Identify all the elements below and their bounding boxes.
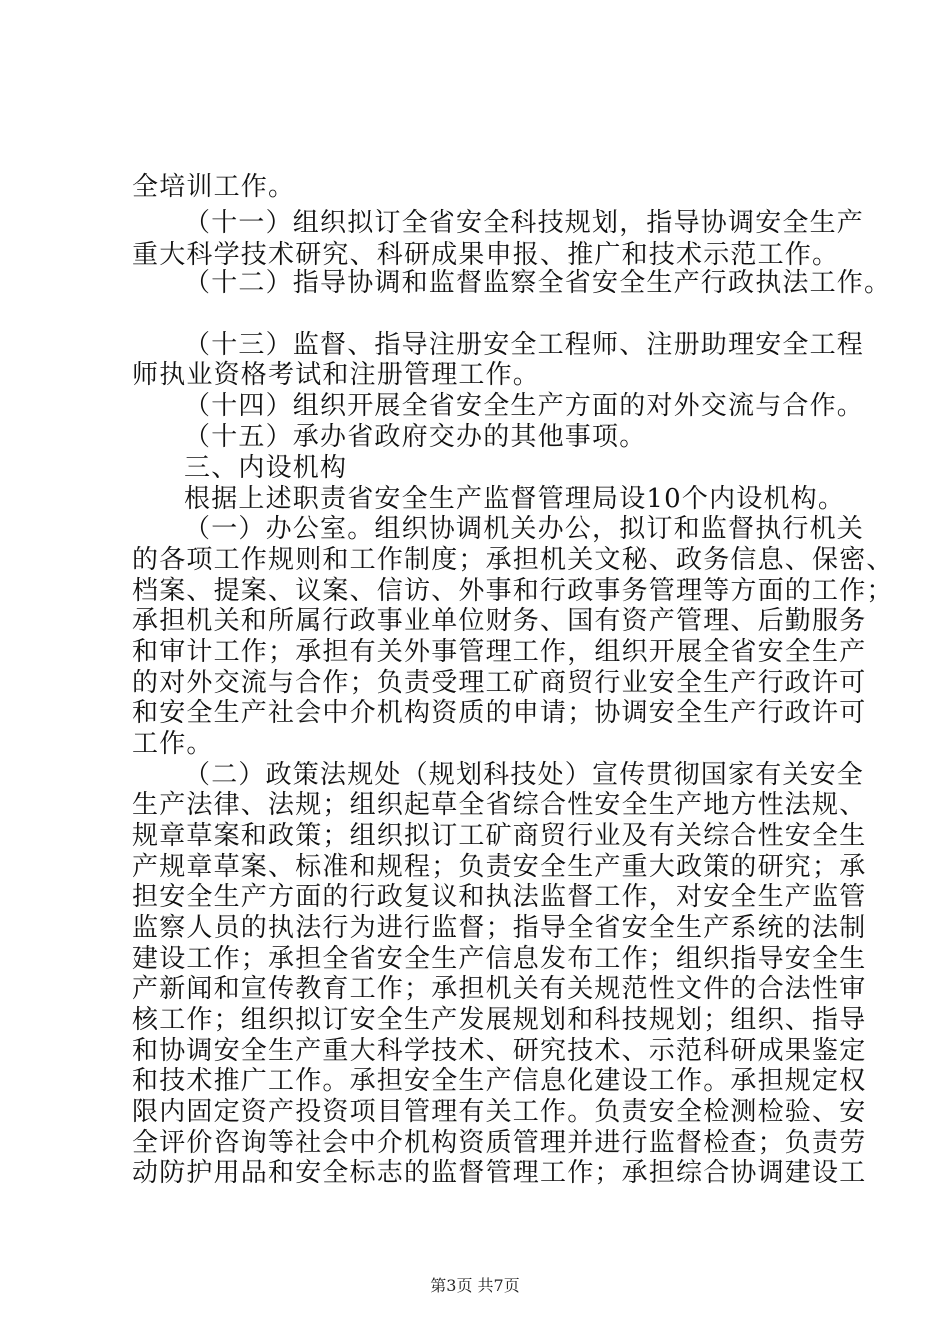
text-line: 承担机关和所属行政事业单位财务、国有资产管理、后勤服务 xyxy=(132,606,867,636)
text-line: 和技术推广工作。承担安全生产信息化建设工作。承担规定权 xyxy=(132,1066,867,1096)
text-line: 的各项工作规则和工作制度；承担机关文秘、政务信息、保密、 xyxy=(132,545,894,575)
text-line: 核工作；组织拟订安全生产发展规划和科技规划；组织、指导 xyxy=(132,1005,867,1035)
text-line: （一）办公室。组织协调机关办公，拟订和监督执行机关 xyxy=(184,514,865,544)
text-line: 工作。 xyxy=(132,729,214,759)
text-line: （十二）指导协调和监督监察全省安全生产行政执法工作。 xyxy=(184,268,892,298)
text-line: 重大科学技术研究、科研成果申报、推广和技术示范工作。 xyxy=(132,240,840,270)
text-line: 和安全生产社会中介机构资质的申请；协调安全生产行政许可 xyxy=(132,698,867,728)
section-heading: 三、内设机构 xyxy=(184,453,348,483)
text-line: 产规章草案、标准和规程；负责安全生产重大政策的研究；承 xyxy=(132,852,867,882)
text-line: 生产法律、法规；组织起草全省综合性安全生产地方性法规、 xyxy=(132,790,867,820)
text-line: 监察人员的执法行为进行监督；指导全省安全生产系统的法制 xyxy=(132,913,867,943)
text-line: 和审计工作；承担有关外事管理工作，组织开展全省安全生产 xyxy=(132,637,867,667)
text-line: 和协调安全生产重大科学技术、研究技术、示范科研成果鉴定 xyxy=(132,1036,867,1066)
text-line: （十五）承办省政府交办的其他事项。 xyxy=(184,422,647,452)
text-line: （十三）监督、指导注册安全工程师、注册助理安全工程 xyxy=(184,330,865,360)
text-line: 限内固定资产投资项目管理有关工作。负责安全检测检验、安 xyxy=(132,1097,867,1127)
text-line: 档案、提案、议案、信访、外事和行政事务管理等方面的工作； xyxy=(132,576,894,606)
text-line: （十四）组织开展全省安全生产方面的对外交流与合作。 xyxy=(184,391,865,421)
text-line: 师执业资格考试和注册管理工作。 xyxy=(132,360,541,390)
text-line: 规章草案和政策；组织拟订工矿商贸行业及有关综合性安全生 xyxy=(132,821,867,851)
text-line: 担安全生产方面的行政复议和执法监督工作，对安全生产监管 xyxy=(132,882,867,912)
text-line: 动防护用品和安全标志的监督管理工作；承担综合协调建设工 xyxy=(132,1158,867,1188)
text-line: 全评价咨询等社会中介机构资质管理并进行监督检查；负责劳 xyxy=(132,1128,867,1158)
text-line: 根据上述职责省安全生产监督管理局设10个内设机构。 xyxy=(184,484,846,514)
text-line: （十一）组织拟订全省安全科技规划，指导协调安全生产 xyxy=(184,208,865,238)
text-line: 产新闻和宣传教育工作；承担机关有关规范性文件的合法性审 xyxy=(132,974,867,1004)
text-line: 建设工作；承担全省安全生产信息发布工作；组织指导安全生 xyxy=(132,944,867,974)
text-line: 的对外交流与合作；负责受理工矿商贸行业安全生产行政许可 xyxy=(132,668,867,698)
text-line: （二）政策法规处（规划科技处）宣传贯彻国家有关安全 xyxy=(184,760,865,790)
page-number-footer: 第3页 共7页 xyxy=(430,1276,520,1295)
text-line: 全培训工作。 xyxy=(132,172,296,202)
